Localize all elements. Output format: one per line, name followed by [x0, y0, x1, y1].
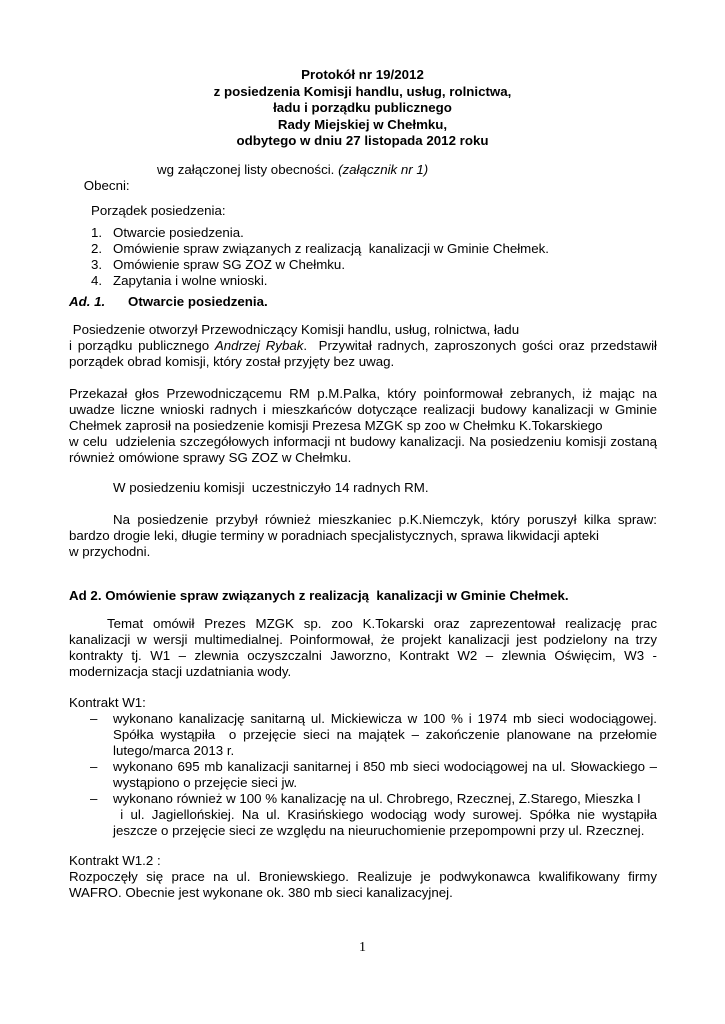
page-number: 1: [359, 940, 366, 955]
agenda-item-4-text: Zapytania i wolne wnioski.: [113, 273, 268, 288]
ad1-p1-line-3: porządek obrad komisji, który został przyjęty bez uwag.: [69, 354, 395, 369]
ad1-paragraph-1: [69, 322, 657, 370]
agenda-item-2-text: Omówienie spraw związanych z realizacją kanalizacji w Gminie Chełmek.: [113, 241, 549, 256]
bullet-2-line-1: wykonano 695 mb kanalizacji sanitarnej i 850 mb sieci wodociągowej na ul. Słowackiego –: [113, 759, 657, 774]
contract-w1-title: Kontrakt W1:: [69, 695, 146, 710]
attendance-text: wg załączonej listy obecności.: [157, 162, 339, 177]
ad1-p1-line-2-start: i porządku publicznego: [69, 338, 215, 353]
agenda-item-4-number: 4.: [91, 273, 103, 288]
ad2-paragraph-1: [69, 616, 657, 680]
header-line-4: Rady Miejskiej w Chełmku,: [277, 116, 448, 132]
ad2-p1-line-3: kontrakty tj. W1 – zlewnia oczyszczalni Jaworzno, Kontrakt W2 – zlewnia Oświęcim, W3 -: [69, 648, 657, 663]
bullet-2-dash: –: [90, 759, 98, 774]
ad2-p1-line-4: modernizacja stacji uzdatniania wody.: [69, 664, 292, 679]
document-header: [0, 67, 725, 150]
agenda-item-1-number: 1.: [91, 225, 103, 240]
ad2-p1-line-2: kanalizacji w wersji multimedialnej. Poinformował, że projekt kanalizacji jest podzielony na trzy: [69, 632, 657, 647]
ad1-p2-line-3: Chełmek zaprosił na posiedzenie komisji Prezesa MZGK sp zoo w Chełmku K.Tokarskiego: [69, 418, 603, 433]
bullet-1-line-2: Spółka wystąpiła o przejęcie sieci na majątek – zakończenie planowane na przełomie: [113, 727, 657, 742]
bullet-2-line-2: wystąpiono o przejęcie sieci jw.: [113, 775, 298, 790]
attendance-label: Obecni:: [83, 178, 130, 193]
ad1-paragraph-3: W posiedzeniu komisji uczestniczyło 14 radnych RM.: [113, 480, 429, 495]
header-line-5: odbytego w dniu 27 listopada 2012 roku: [236, 133, 489, 149]
ad1-label: Ad. 1.: [69, 294, 106, 309]
bullet-1-line-3: lutego/marca 2013 r.: [113, 743, 235, 758]
bullet-1: [113, 711, 657, 759]
ad1-p1-line-1: Posiedzenie otworzył Przewodniczący Komisji handlu, usług, rolnictwa, ładu: [69, 322, 520, 337]
header-line-2: z posiedzenia Komisji handlu, usług, rolnictwa,: [213, 83, 512, 99]
contract-w12-paragraph: [69, 869, 657, 901]
bullet-3: [113, 791, 657, 839]
ad1-p2-line-1: Przekazał głos Przewodniczącemu RM p.M.Palka, który poinformował zebranych, iż mając na: [69, 386, 657, 401]
agenda-title: Porządek posiedzenia:: [91, 203, 226, 218]
w12-line-1: Rozpoczęły się prace na ul. Broniewskiego. Realizuje je podwykonawca kwalifikowany firmy: [69, 869, 657, 884]
bullet-3-line-2: i ul. Jagiellońskiej. Na ul. Krasińskiego wodociąg wody surowej. Spółka nie wystąpiła: [113, 807, 657, 822]
ad1-paragraph-2: [69, 386, 657, 466]
contract-w12-title: Kontrakt W1.2 :: [69, 853, 161, 868]
ad1-p1-line-2-end: . Przywitał radnych, zaproszonych gości oraz przedstawił: [303, 338, 657, 353]
bullet-3-line-1: wykonano również w 100 % kanalizację na ul. Chrobrego, Rzecznej, Z.Starego, Mieszka I: [113, 791, 641, 806]
chair-name: Andrzej Rybak: [214, 338, 304, 353]
ad1-p4-line-2: bardzo drogie leki, długie terminy w poradniach specjalistycznych, sprawa likwidacji apteki: [69, 528, 599, 543]
bullet-1-line-1: wykonano kanalizację sanitarną ul. Mickiewicza w 100 % i 1974 mb sieci wodociągowej.: [113, 711, 657, 726]
ad1-p4-line-3: w przychodni.: [69, 544, 151, 559]
ad1-p4-line-1: Na posiedzenie przybył również mieszkaniec p.K.Niemczyk, który poruszył kilka spraw:: [113, 512, 657, 527]
ad1-title: Otwarcie posiedzenia.: [128, 294, 268, 309]
agenda-item-3-text: Omówienie spraw SG ZOZ w Chełmku.: [113, 257, 346, 272]
ad1-paragraph-4: [69, 512, 657, 560]
ad1-p1-line-2: [69, 338, 657, 354]
ad2-p1-line-1: Temat omówił Prezes MZGK sp. zoo K.Tokarski oraz zaprezentował realizację prac: [107, 616, 657, 631]
attendance-note: (załącznik nr 1): [338, 162, 429, 177]
agenda-item-1-text: Otwarcie posiedzenia.: [113, 225, 244, 240]
ad1-p2-line-5: również omówione sprawy SG ZOZ w Chełmku.: [69, 450, 352, 465]
w12-line-2: WAFRO. Obecnie jest wykonane ok. 380 mb sieci kanalizacyjnej.: [69, 885, 453, 900]
ad2-title: Ad 2. Omówienie spraw związanych z realizacją kanalizacji w Gminie Chełmek.: [69, 588, 569, 603]
agenda-item-3-number: 3.: [91, 257, 103, 272]
header-line-3: ładu i porządku publicznego: [273, 100, 452, 116]
agenda-item-2-number: 2.: [91, 241, 103, 256]
bullet-3-line-3: jeszcze o przejęcie sieci ze względu na nieuruchomienie przepompowni przy ul. Rzecznej.: [113, 823, 645, 838]
bullet-3-dash: –: [90, 791, 98, 806]
ad1-p2-line-4: w celu udzielenia szczegółowych informacji nt budowy kanalizacji. Na posiedzeniu komisji zostaną: [69, 434, 657, 449]
ad1-p2-line-2: uwadze liczne wnioski radnych i mieszkańców dotyczące realizacji budowy kanalizacji w Gminie: [69, 402, 657, 417]
bullet-1-dash: –: [90, 711, 98, 726]
attendance-text-row: [157, 162, 428, 178]
bullet-2: [113, 759, 657, 791]
header-line-1: Protokół nr 19/2012: [301, 67, 424, 82]
